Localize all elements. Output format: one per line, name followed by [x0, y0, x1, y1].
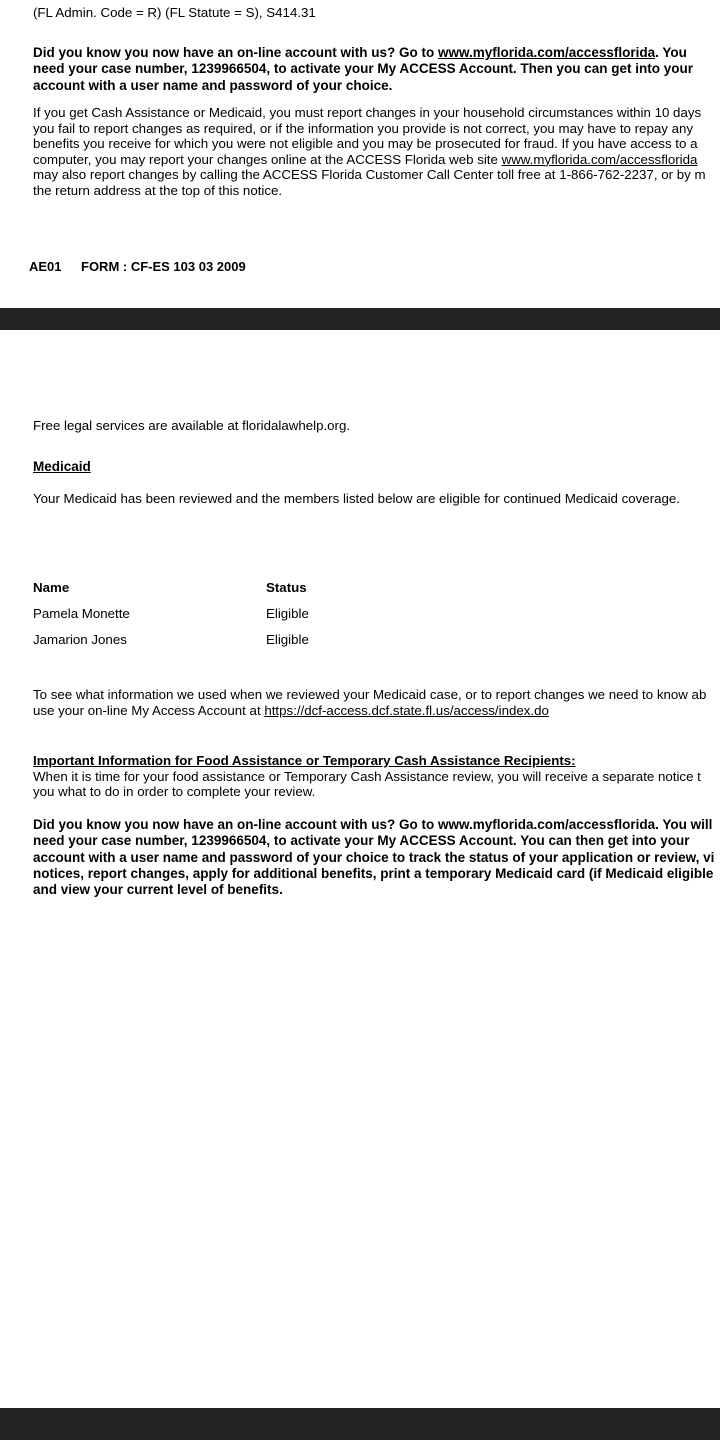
- report-line-2: you fail to report changes as required, or if the information you provide is not correct, you may have to repay any: [33, 120, 694, 136]
- medicaid-info-text: [33, 687, 706, 719]
- online-notice2-line-3: account with a user name and password of your choice to track the status of your application or review, vi: [33, 849, 715, 865]
- document-page-1: [0, 0, 720, 308]
- online-notice-line-3: account with a user name and password of your choice.: [33, 77, 393, 93]
- footer-code: AE01: [29, 259, 62, 274]
- important-line-1: When it is time for your food assistance or Temporary Cash Assistance review, you will receive a separate notice t: [33, 768, 701, 784]
- document-page-2: [0, 330, 720, 1408]
- online-notice2-line-5: and view your current level of benefits.: [33, 882, 283, 898]
- statute-line: (FL Admin. Code = R) (FL Statute = S), S414.31: [33, 5, 316, 20]
- medicaid-info-line-1: To see what information we used when we reviewed your Medicaid case, or to report changes we need to know ab: [33, 687, 707, 702]
- medicaid-info-line-2: use your on-line My Access Account at https://dcf-access.dcf.state.fl.us/access/index.do: [33, 703, 549, 718]
- medicaid-members-table: [0, 580, 720, 656]
- important-line-2: you what to do in order to complete your review.: [33, 784, 316, 799]
- online-account-notice: [33, 45, 693, 94]
- report-line-3: benefits you receive for which you were not eligible and you may be prosecuted for fraud. If you have access to a: [33, 136, 698, 152]
- online-notice2-line-1: Did you know you now have an on-line account with us? Go to www.myflorida.com/accessflorida. You will: [33, 817, 713, 832]
- online-notice-line-1: Did you know you now have an on-line account with us? Go to www.myflorida.com/accessflorida. You: [33, 45, 687, 60]
- important-information-block: [33, 753, 701, 800]
- table-row-name: Jamarion Jones: [33, 632, 127, 647]
- table-header-name: Name: [33, 580, 70, 595]
- page-separator: [0, 308, 720, 330]
- dcf-access-link[interactable]: https://dcf-access.dcf.state.fl.us/access/index.do: [264, 703, 549, 718]
- accessflorida-link[interactable]: www.myflorida.com/accessflorida: [438, 45, 656, 60]
- online-account-notice-2: [33, 817, 714, 898]
- report-line-5: may also report changes by calling the ACCESS Florida Customer Call Center toll free at 1-866-762-2237, or by m: [33, 167, 706, 183]
- page-separator-bottom: [0, 1408, 720, 1440]
- online-notice-line-2: need your case number, 1239966504, to activate your My ACCESS Account. Then you can get into your: [33, 61, 693, 77]
- table-header-status: Status: [266, 580, 307, 595]
- report-changes-notice: [33, 105, 706, 199]
- report-line-1: If you get Cash Assistance or Medicaid, you must report changes in your household circumstances within 10 days: [33, 105, 702, 120]
- table-row-name: Pamela Monette: [33, 606, 130, 621]
- medicaid-review-text: Your Medicaid has been reviewed and the members listed below are eligible for continued Medicaid coverage.: [33, 491, 681, 506]
- online-notice2-line-2: need your case number, 1239966504, to activate your My ACCESS Account. You can then get into your: [33, 833, 690, 849]
- medicaid-heading: Medicaid: [33, 459, 91, 474]
- accessflorida-link-2[interactable]: www.myflorida.com/accessflorida: [501, 151, 698, 167]
- footer-form-number: FORM : CF-ES 103 03 2009: [81, 259, 246, 274]
- online-notice2-line-4: notices, report changes, apply for additional benefits, print a temporary Medicaid card (if Medicaid eligible: [33, 865, 714, 881]
- table-row-status: Eligible: [266, 632, 309, 647]
- legal-services-text: Free legal services are available at floridalawhelp.org.: [33, 418, 351, 433]
- report-line-4: computer, you may report your changes online at the ACCESS Florida web site www.myflorida.com/accessflorida: [33, 151, 698, 167]
- table-row-status: Eligible: [266, 606, 309, 621]
- important-heading: Important Information for Food Assistance or Temporary Cash Assistance Recipients:: [33, 753, 576, 768]
- report-line-6: the return address at the top of this notice.: [33, 182, 283, 198]
